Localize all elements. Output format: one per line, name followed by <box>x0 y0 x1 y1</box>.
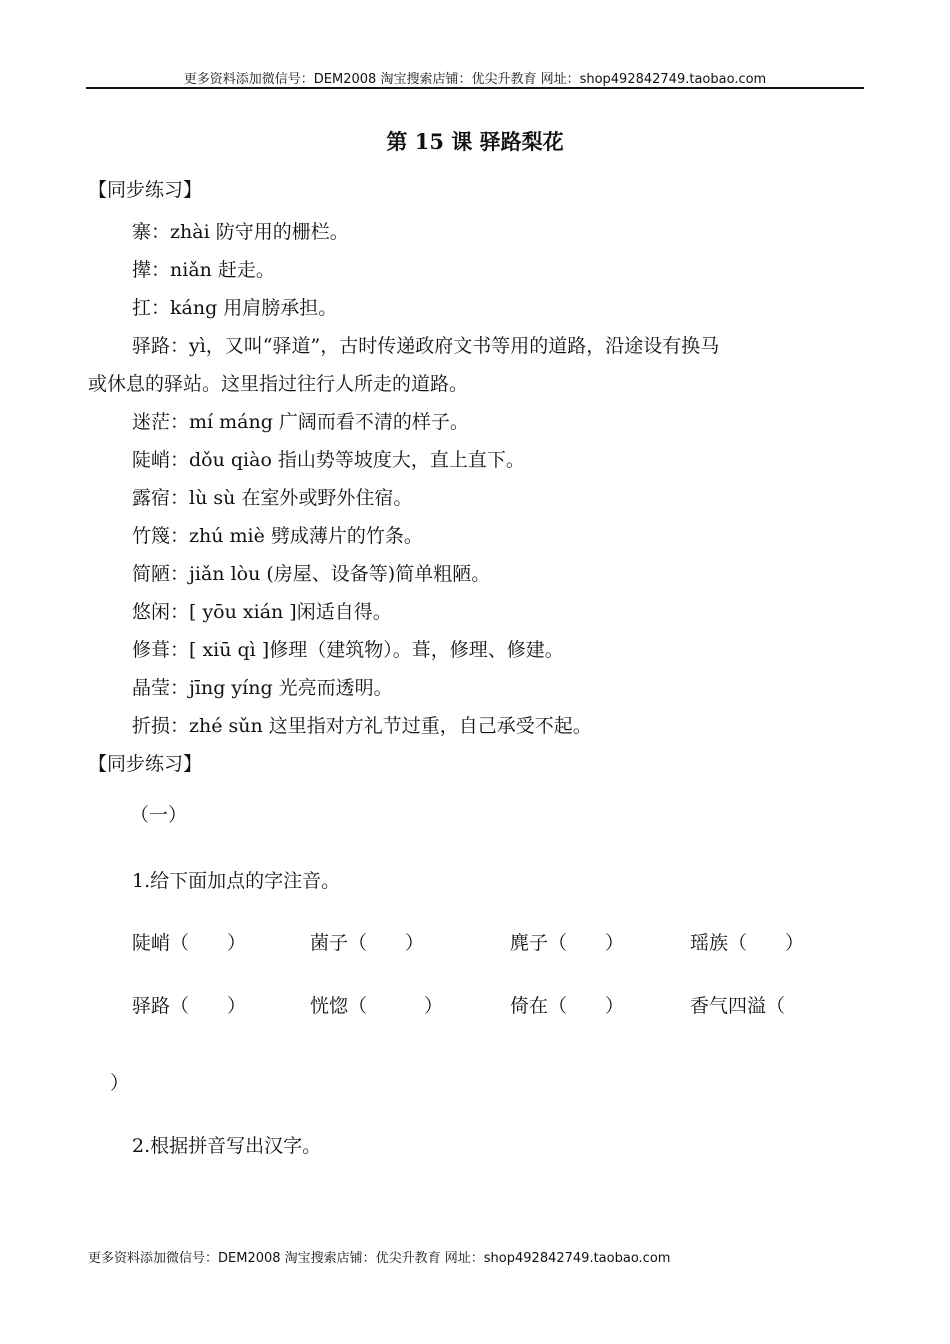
section-heading-sync-1: 【同步练习】 <box>88 179 203 201</box>
vocab-item: 迷茫：mí máng 广阔而看不清的样子。 <box>132 411 469 433</box>
pinyin-item-closing-paren: ） <box>110 1072 130 1094</box>
vocab-item: 露宿：lù sù 在室外或野外住宿。 <box>132 487 413 509</box>
vocab-item-continuation: 或休息的驿站。这里指过往行人所走的道路。 <box>88 373 469 395</box>
pinyin-item: 麂子（ ） <box>510 932 625 954</box>
question-1: 1.给下面加点的字注音。 <box>132 870 341 892</box>
lesson-title: 第 15 课 驿路梨花 <box>386 129 564 154</box>
vocab-item: 陡峭：dǒu qiào 指山势等坡度大，直上直下。 <box>132 449 525 471</box>
vocab-item: 扛：káng 用肩膀承担。 <box>132 297 338 319</box>
vocabulary-list <box>88 213 858 745</box>
vocab-item: 晶莹：jīng yíng 光亮而透明。 <box>132 677 393 699</box>
pinyin-item: 陡峭（ ） <box>132 932 247 954</box>
vocab-item: 驿路：yì，又叫“驿道”，古时传递政府文书等用的道路，沿途设有换马 <box>132 335 720 357</box>
pinyin-item: 瑶族（ ） <box>690 932 805 954</box>
pinyin-item: 驿路（ ） <box>132 995 247 1017</box>
page-footer: 更多资料添加微信号：DEM2008 淘宝搜索店铺：优尖升教育 网址：shop492842749.taobao.com <box>88 1251 671 1266</box>
section-heading-sync-2: 【同步练习】 <box>88 753 203 775</box>
vocab-item: 修葺：[ xiū qì ]修理（建筑物）。葺，修理、修建。 <box>132 639 564 661</box>
vocab-item: 折损：zhé sǔn 这里指对方礼节过重，自己承受不起。 <box>132 715 592 737</box>
pinyin-item: 恍惚（ ） <box>310 995 444 1017</box>
page-header: 更多资料添加微信号：DEM2008 淘宝搜索店铺：优尖升教育 网址：shop492842749.taobao.com <box>183 72 767 87</box>
vocab-item: 撵：niǎn 赶走。 <box>132 259 275 281</box>
pinyin-item: 倚在（ ） <box>510 995 625 1017</box>
pinyin-item: 菌子（ ） <box>310 932 425 954</box>
vocab-item: 悠闲：[ yōu xián ]闲适自得。 <box>132 601 392 623</box>
header-divider <box>86 87 864 89</box>
pinyin-item: 香气四溢（ <box>690 995 786 1017</box>
vocab-item: 简陋：jiǎn lòu (房屋、设备等)简单粗陋。 <box>132 563 491 585</box>
vocab-item: 竹篾：zhú miè 劈成薄片的竹条。 <box>132 525 423 547</box>
vocab-item: 寨：zhài 防守用的栅栏。 <box>132 221 349 243</box>
question-2: 2.根据拼音写出汉字。 <box>132 1135 322 1157</box>
part-label: （一） <box>130 804 188 826</box>
